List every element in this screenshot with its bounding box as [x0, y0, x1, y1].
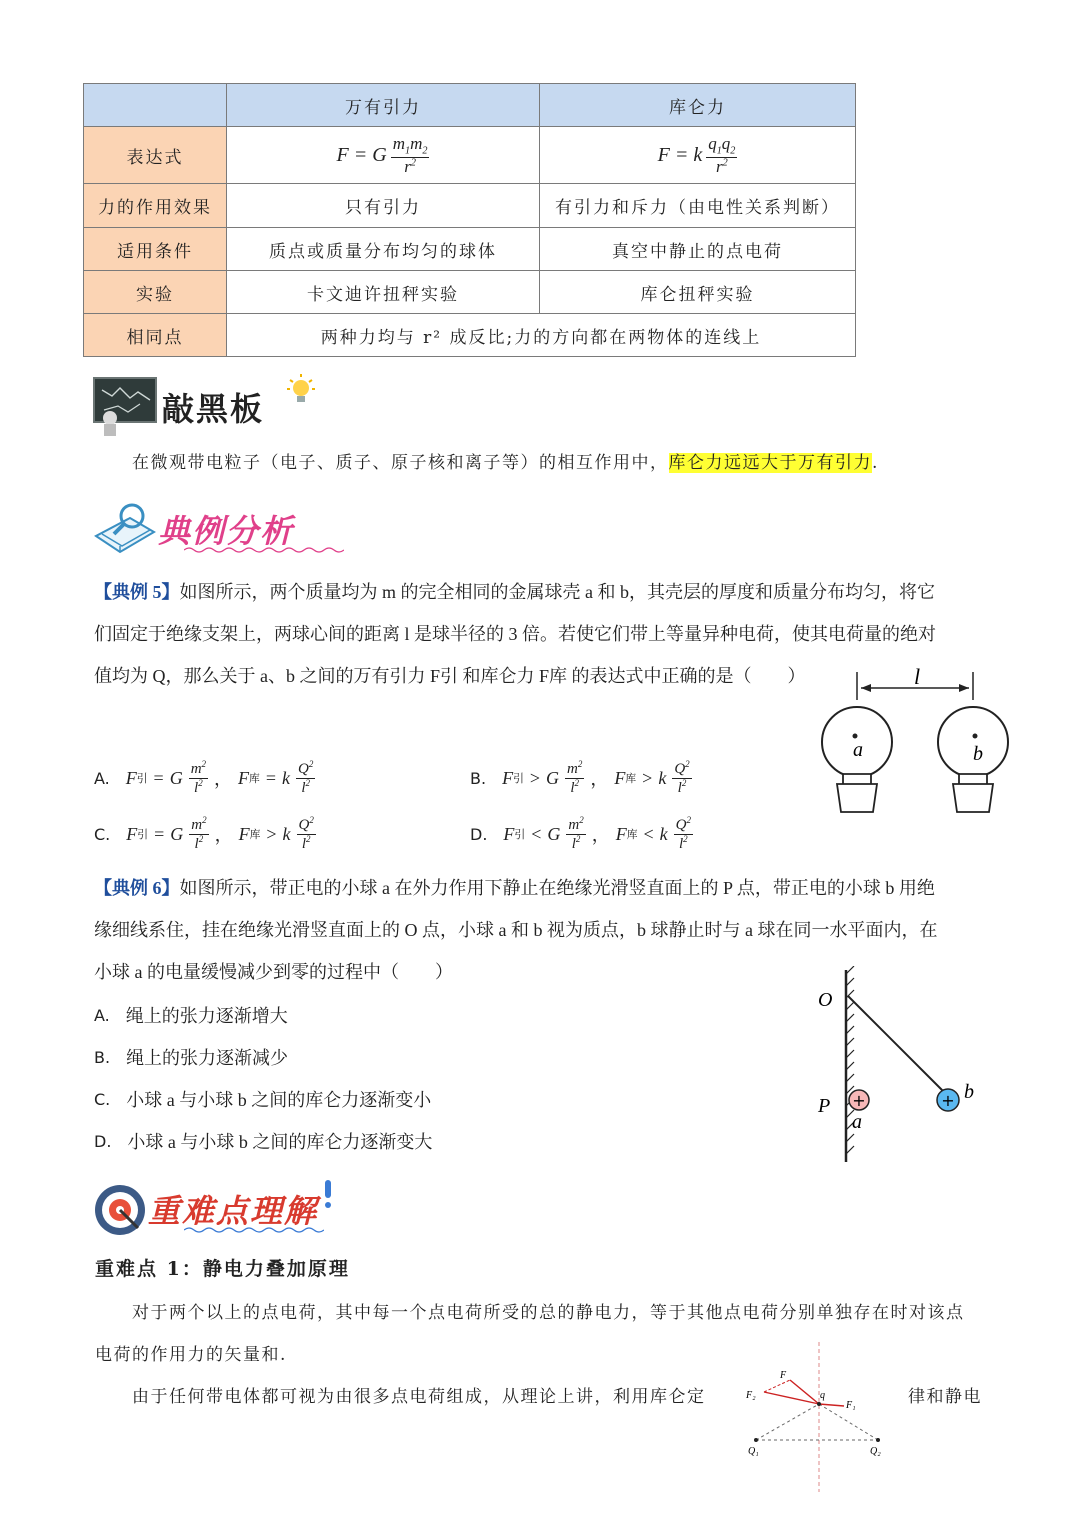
example6-options	[94, 994, 432, 1162]
key1-p1a: 对于两个以上的点电荷，其中每一个点电荷所受的总的静电力，等于其他点电荷分别单独存在时对该点	[132, 1303, 965, 1323]
coulomb-formula: F = k $\frac{q_1q_2}{r^2}$	[540, 127, 856, 184]
note-highlight: 库仑力远远大于万有引力	[668, 453, 872, 473]
key1-p1b: 电荷的作用力的矢量和.	[95, 1345, 287, 1365]
table-cell: 卡文迪许扭秤实验	[227, 271, 540, 314]
table-corner	[84, 84, 227, 127]
charge-q-label: q	[820, 1390, 825, 1401]
comparison-table	[83, 83, 856, 357]
example5-figure	[815, 664, 1020, 824]
table-row	[84, 314, 856, 357]
example5-label: 【典例 5】	[94, 582, 180, 602]
point-p-label: P	[818, 1095, 831, 1117]
table-cell: 有引力和斥力（由电性关系判断）	[540, 184, 856, 228]
table-cell: 真空中静止的点电荷	[540, 228, 856, 271]
lightbulb-icon	[286, 374, 316, 414]
row-label: 表达式	[84, 127, 227, 184]
example6-line1: 如图所示，带正电的小球 a 在外力作用下静止在绝缘光滑竖直面上的 P 点，带正电的小球 b 用绝	[179, 878, 935, 898]
banner-title: 敲黑板	[162, 390, 265, 428]
note-end: .	[872, 453, 879, 473]
distance-label: l	[913, 664, 921, 689]
example5-line3: 值均为 Q，那么关于 a、b 之间的万有引力 F引 和库仑力 F库 的表达式中正确的是（ ）	[94, 666, 806, 686]
blackboard-icon	[92, 376, 162, 438]
ball-a-label: a	[852, 1111, 862, 1133]
key1-p2b: 律和静电	[908, 1387, 982, 1407]
target-icon	[92, 1182, 148, 1238]
charge-q2-label: Q₂	[870, 1446, 881, 1457]
force-f2-label: F₂	[746, 1390, 756, 1401]
option-a[interactable]: A. 绳上的张力逐渐增大	[94, 1005, 288, 1026]
sphere-a-label: a	[853, 739, 863, 761]
superposition-figure	[742, 1342, 892, 1492]
point-o-label: O	[818, 989, 833, 1011]
table-cell: 只有引力	[227, 184, 540, 228]
ball-b-label: b	[964, 1081, 974, 1103]
option-c[interactable]: C. F 引 = G $\frac{m^2}{l^2}$ ， F 库 > k $\frac{Q^2}{l^2}$	[94, 815, 314, 852]
example6-line3: 小球 a 的电量缓慢减少到零的过程中（ ）	[94, 962, 453, 982]
row-label: 相同点	[84, 314, 227, 357]
option-d[interactable]: D. 小球 a 与小球 b 之间的库仑力逐渐变大	[94, 1131, 433, 1152]
wavy-underline	[184, 546, 344, 554]
table-row	[84, 127, 856, 184]
example6-label: 【典例 6】	[94, 878, 180, 898]
force-f-label: F	[780, 1370, 787, 1381]
table-header-row	[84, 84, 856, 127]
table-row	[84, 184, 856, 228]
table-cell: 质点或质量分布均匀的球体	[227, 228, 540, 271]
book-icon	[92, 498, 158, 556]
table-row	[84, 228, 856, 271]
row-label: 力的作用效果	[84, 184, 227, 228]
example6-figure	[812, 966, 992, 1166]
force-f1-label: F₁	[846, 1400, 856, 1411]
option-b[interactable]: B. 绳上的张力逐渐减少	[94, 1047, 289, 1068]
table-cell: 库仑扭秤实验	[540, 271, 856, 314]
option-a[interactable]: A. F 引 = G $\frac{m^2}{l^2}$ ， F 库 = k $\frac{Q^2}{l^2}$	[94, 759, 314, 796]
key1-p2a: 由于任何带电体都可视为由很多点电荷组成，从理论上讲，利用库仑定	[132, 1387, 706, 1407]
exclamation-icon	[322, 1180, 334, 1210]
option-d[interactable]: D. F 引 < G $\frac{m^2}{l^2}$ ， F 库 < k $\frac{Q^2}{l^2}$	[470, 815, 691, 852]
banner-key-points	[92, 1180, 352, 1238]
row-label: 实验	[84, 271, 227, 314]
option-c[interactable]: C. 小球 a 与小球 b 之间的库仑力逐渐变小	[94, 1089, 432, 1110]
sphere-b-label: b	[973, 743, 983, 765]
banner-title: 典例分析	[158, 512, 295, 550]
banner-blackboard	[92, 376, 322, 438]
header-gravitation: 万有引力	[227, 84, 540, 127]
gravitation-formula: F = G $\frac{m_1m_2}{r^2}$	[227, 127, 540, 184]
note-paragraph	[132, 442, 879, 484]
banner-title: 重难点理解	[148, 1192, 319, 1230]
banner-examples	[92, 498, 342, 558]
note-text: 在微观带电粒子（电子、质子、原子核和离子等）的相互作用中，	[132, 453, 669, 473]
example5-line2: 们固定于绝缘支架上，两球心间的距离 l 是球半径的 3 倍。若使它们带上等量异种电荷，使其电荷量的绝对	[94, 624, 936, 644]
key1-title: 重难点 1：静电力叠加原理	[95, 1258, 350, 1280]
table-merged-cell: 两种力均与 r² 成反比;力的方向都在两物体的连线上	[227, 314, 856, 357]
wavy-underline	[184, 1226, 324, 1234]
table-row	[84, 271, 856, 314]
ball-a-charge: +	[852, 1091, 866, 1110]
ball-b-charge: +	[941, 1091, 955, 1110]
row-label: 适用条件	[84, 228, 227, 271]
example5-line1: 如图所示，两个质量均为 m 的完全相同的金属球壳 a 和 b，其壳层的厚度和质量分布均匀，将它	[179, 582, 935, 602]
example6-line2: 缘细线系住，挂在绝缘光滑竖直面上的 O 点，小球 a 和 b 视为质点，b 球静止时与 a 球在同一水平面内，在	[94, 920, 938, 940]
option-b[interactable]: B. F 引 > G $\frac{m^2}{l^2}$ ， F 库 > k $\frac{Q^2}{l^2}$	[470, 759, 690, 796]
header-coulomb: 库仑力	[540, 84, 856, 127]
charge-q1-label: Q₁	[748, 1446, 759, 1457]
